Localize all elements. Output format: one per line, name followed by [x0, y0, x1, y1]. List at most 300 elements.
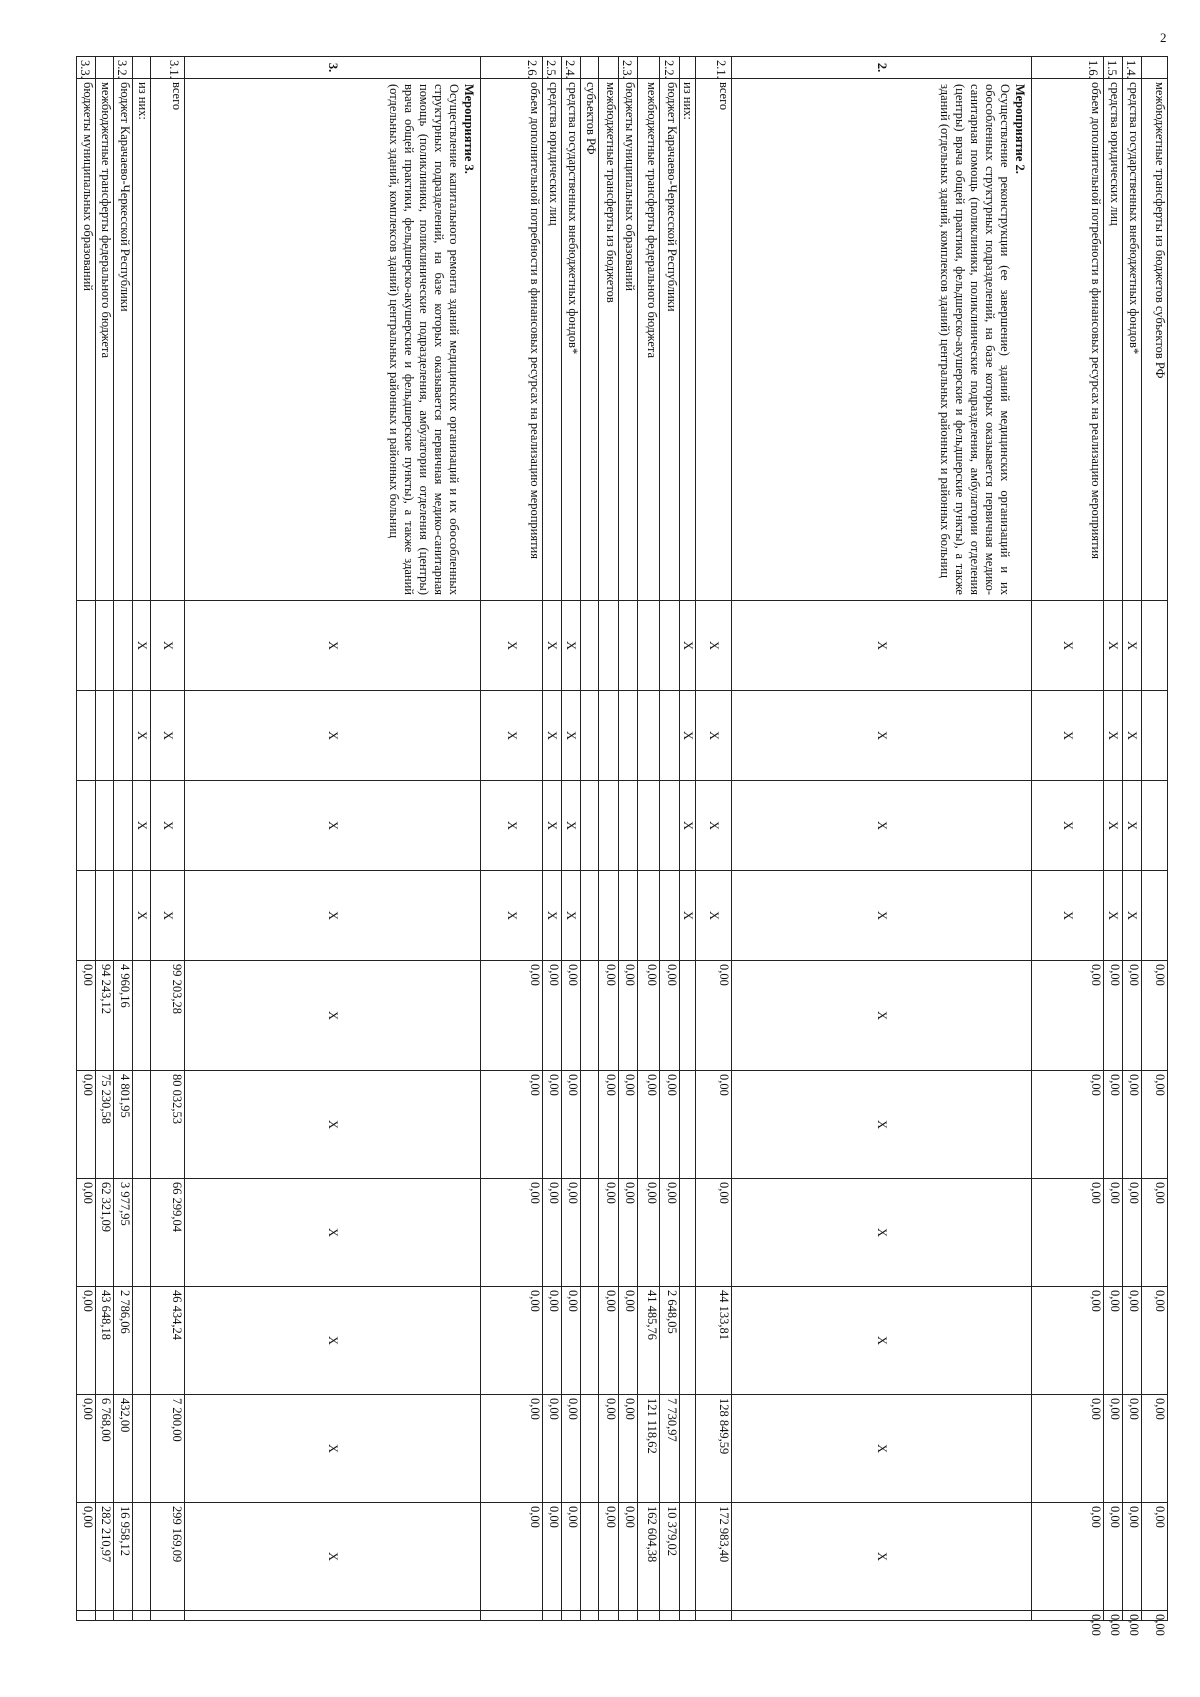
value-cell — [680, 1503, 696, 1611]
mark-cell — [77, 871, 96, 961]
empty-cell — [543, 1611, 562, 1621]
value-cell: 0,00 — [599, 1503, 619, 1611]
mark-cell — [77, 781, 96, 871]
row-label: межбюджетные трансферты из бюджетов — [599, 79, 619, 601]
value-cell: 0,00 — [562, 1287, 581, 1395]
value-cell — [133, 961, 151, 1071]
mark-cell: X — [732, 1071, 1032, 1179]
value-cell: 0,00 — [543, 1395, 562, 1503]
value-cell: 0,00 — [599, 1071, 619, 1179]
mark-cell: X — [481, 781, 543, 871]
mark-cell — [114, 781, 133, 871]
table-row — [133, 57, 151, 1621]
empty-cell — [114, 1611, 133, 1621]
event-description — [185, 79, 481, 601]
mark-cell: X — [696, 871, 732, 961]
mark-cell: X — [1123, 871, 1142, 961]
mark-cell: X — [1123, 691, 1142, 781]
mark-cell: X — [151, 691, 185, 781]
value-cell: 0,00 — [660, 1071, 680, 1179]
value-cell — [680, 961, 696, 1071]
mark-cell: X — [732, 601, 1032, 691]
mark-cell: X — [151, 601, 185, 691]
mark-cell — [96, 781, 114, 871]
mark-cell: X — [185, 871, 481, 961]
value-cell: 0,00 — [562, 1503, 581, 1611]
value-cell: 0,00 — [619, 1503, 638, 1611]
row-number — [581, 57, 599, 79]
value-cell: 0,00 — [599, 961, 619, 1071]
mark-cell — [114, 691, 133, 781]
mark-cell — [96, 691, 114, 781]
rotated-table-container — [32, 56, 1168, 1636]
table-row — [1104, 57, 1123, 1621]
empty-cell — [77, 1611, 96, 1621]
value-cell: 0,00 — [481, 1071, 543, 1179]
value-cell: 0,00 — [599, 1395, 619, 1503]
table-row — [581, 57, 599, 1621]
mark-cell — [1142, 871, 1168, 961]
mark-cell: X — [680, 691, 696, 781]
mark-cell: X — [732, 871, 1032, 961]
value-cell: 94 243,12 — [96, 961, 114, 1071]
event-row — [185, 57, 481, 1621]
value-cell: 0,00 — [1142, 961, 1168, 1071]
value-cell: 0,00 — [1123, 1395, 1142, 1503]
empty-cell — [696, 1611, 732, 1621]
value-cell: 0,00 — [1123, 1503, 1142, 1611]
value-cell: 41 485,76 — [638, 1287, 660, 1395]
mark-cell: X — [562, 871, 581, 961]
value-cell: 0,00 — [77, 1395, 96, 1503]
mark-cell: X — [151, 871, 185, 961]
mark-cell — [1142, 601, 1168, 691]
value-cell: 62 321,09 — [96, 1179, 114, 1287]
row-label: бюджеты муниципальных образований — [77, 79, 96, 601]
mark-cell — [114, 601, 133, 691]
mark-cell — [77, 691, 96, 781]
mark-cell — [638, 691, 660, 781]
row-number: 2.5. — [543, 57, 562, 79]
table-row — [660, 57, 680, 1621]
mark-cell — [599, 781, 619, 871]
mark-cell: X — [1032, 781, 1104, 871]
value-cell: 80 032,53 — [151, 1071, 185, 1179]
row-number: 1.5. — [1104, 57, 1123, 79]
empty-cell — [562, 1611, 581, 1621]
row-number — [133, 57, 151, 79]
empty-cell — [96, 1611, 114, 1621]
empty-cell — [185, 1611, 481, 1621]
value-cell: 0,00 — [1104, 1179, 1123, 1287]
value-cell: 0,00 — [619, 961, 638, 1071]
value-cell: 0,00 — [1104, 1071, 1123, 1179]
mark-cell: X — [543, 781, 562, 871]
value-cell: 0,00 — [77, 1503, 96, 1611]
mark-cell — [619, 871, 638, 961]
mark-cell — [581, 781, 599, 871]
value-cell: 0,00 — [619, 1395, 638, 1503]
value-cell: 0,00 — [619, 1287, 638, 1395]
row-label: всего — [151, 79, 185, 601]
table-row — [619, 57, 638, 1621]
mark-cell: X — [481, 691, 543, 781]
value-cell — [680, 1071, 696, 1179]
value-cell: 0,00 — [660, 1179, 680, 1287]
value-cell: 0,00 — [481, 1287, 543, 1395]
row-label: объем дополнительной потребности в финансовых ресурсах на реализацию мероприятия — [481, 79, 543, 601]
mark-cell — [660, 781, 680, 871]
mark-cell: X — [543, 601, 562, 691]
mark-cell: X — [1123, 601, 1142, 691]
mark-cell: X — [185, 961, 481, 1071]
mark-cell: X — [732, 691, 1032, 781]
mark-cell — [77, 601, 96, 691]
value-cell — [581, 1287, 599, 1395]
value-cell: 4 960,16 — [114, 961, 133, 1071]
table-row — [562, 57, 581, 1621]
row-label: средства государственных внебюджетных фондов* — [562, 79, 581, 601]
value-cell — [581, 1071, 599, 1179]
value-cell: 0,00 — [1123, 1179, 1142, 1287]
mark-cell: X — [481, 601, 543, 691]
value-cell: 0,00 — [543, 1071, 562, 1179]
mark-cell: X — [1104, 691, 1123, 781]
event-text: Осуществление реконструкции (ее завершение) зданий медицинских организаций и их обособленных структурных подразделений, на базе которых оказывается первичная медико-санитарная помощь (поликлиники, поликлинические подразделения, амбулатории отделения (центры) врача общей практики, фельдшерско-акушерские и фельдшерские пункты), а также зданий (отдельных зданий, комплексов зданий) центральных районных и районных больниц — [938, 84, 1012, 595]
value-cell — [581, 961, 599, 1071]
row-number: 2.4. — [562, 57, 581, 79]
mark-cell: X — [1032, 871, 1104, 961]
row-label: субъектов РФ — [581, 79, 599, 601]
value-cell: 0,00 — [1032, 1503, 1104, 1611]
table-row — [696, 57, 732, 1621]
value-cell: 0,00 — [1032, 1611, 1104, 1621]
mark-cell — [581, 871, 599, 961]
row-number — [96, 57, 114, 79]
value-cell: 0,00 — [1104, 1287, 1123, 1395]
mark-cell: X — [185, 1503, 481, 1611]
value-cell: 75 230,58 — [96, 1071, 114, 1179]
event-text: Осуществление капитального ремонта зданий медицинских организаций и их обособленных структурных подразделений, на базе которых оказывается первичная медико-санитарная помощь (поликлиники, поликлинические подразделения, амбулатории отделения (центры) врача общей практики, фельдшерско-акушерские и фельдшерские пункты), а также зданий (отдельных зданий, комплексов зданий) центральных районных и районных больниц — [387, 84, 461, 595]
value-cell: 0,00 — [1104, 1395, 1123, 1503]
mark-cell — [660, 691, 680, 781]
value-cell: 0,00 — [1032, 1071, 1104, 1179]
value-cell: 7 730,97 — [660, 1395, 680, 1503]
value-cell — [680, 1395, 696, 1503]
mark-cell: X — [133, 871, 151, 961]
mark-cell: X — [1032, 691, 1104, 781]
row-label: всего — [696, 79, 732, 601]
mark-cell: X — [1104, 601, 1123, 691]
mark-cell: X — [1104, 871, 1123, 961]
row-label: межбюджетные трансферты федерального бюджета — [96, 79, 114, 601]
value-cell: 0,00 — [1032, 1395, 1104, 1503]
event-number: 3. — [185, 57, 481, 79]
mark-cell: X — [696, 601, 732, 691]
value-cell: 162 604,38 — [638, 1503, 660, 1611]
mark-cell: X — [732, 961, 1032, 1071]
mark-cell: X — [732, 1395, 1032, 1503]
event-title: Мероприятие 2. — [1013, 84, 1027, 174]
row-number: 2.3. — [619, 57, 638, 79]
mark-cell — [96, 871, 114, 961]
value-cell: 6 768,00 — [96, 1395, 114, 1503]
mark-cell: X — [1123, 781, 1142, 871]
row-number — [599, 57, 619, 79]
empty-cell — [638, 1611, 660, 1621]
value-cell: 172 983,40 — [696, 1503, 732, 1611]
mark-cell — [619, 781, 638, 871]
value-cell: 0,00 — [1104, 1611, 1123, 1621]
row-label: межбюджетные трансферты федерального бюджета — [638, 79, 660, 601]
mark-cell: X — [185, 781, 481, 871]
mark-cell: X — [1032, 601, 1104, 691]
mark-cell: X — [185, 601, 481, 691]
value-cell: 0,00 — [1032, 961, 1104, 1071]
mark-cell: X — [133, 601, 151, 691]
row-number: 1.6. — [1032, 57, 1104, 79]
value-cell — [680, 1287, 696, 1395]
value-cell: 0,00 — [562, 961, 581, 1071]
value-cell: 0,00 — [1104, 1503, 1123, 1611]
value-cell: 0,00 — [638, 961, 660, 1071]
table-row — [680, 57, 696, 1621]
row-label: бюджет Карачаево-Черкесской Республики — [660, 79, 680, 601]
mark-cell — [581, 691, 599, 781]
mark-cell: X — [185, 1071, 481, 1179]
mark-cell: X — [185, 1395, 481, 1503]
value-cell: 0,00 — [619, 1179, 638, 1287]
mark-cell — [638, 601, 660, 691]
row-number: 3.1. — [151, 57, 185, 79]
value-cell: 0,00 — [599, 1287, 619, 1395]
row-label: объем дополнительной потребности в финансовых ресурсах на реализацию мероприятия — [1032, 79, 1104, 601]
mark-cell — [599, 691, 619, 781]
value-cell: 0,00 — [481, 1395, 543, 1503]
mark-cell: X — [133, 691, 151, 781]
table-row — [96, 57, 114, 1621]
value-cell — [581, 1503, 599, 1611]
mark-cell — [619, 601, 638, 691]
value-cell: 0,00 — [77, 1071, 96, 1179]
value-cell: 44 133,81 — [696, 1287, 732, 1395]
value-cell: 0,00 — [543, 1503, 562, 1611]
mark-cell — [96, 601, 114, 691]
row-label: межбюджетные трансферты из бюджетов субъектов РФ — [1142, 79, 1168, 601]
mark-cell — [599, 871, 619, 961]
table-row — [151, 57, 185, 1621]
table-row — [481, 57, 543, 1621]
event-row — [732, 57, 1032, 1621]
value-cell: 0,00 — [543, 961, 562, 1071]
event-title: Мероприятие 3. — [462, 84, 476, 174]
value-cell — [133, 1179, 151, 1287]
mark-cell: X — [1104, 781, 1123, 871]
value-cell: 0,00 — [1123, 1611, 1142, 1621]
value-cell: 0,00 — [1123, 961, 1142, 1071]
row-label: из них: — [133, 79, 151, 601]
value-cell: 0,00 — [619, 1071, 638, 1179]
value-cell: 0,00 — [1104, 961, 1123, 1071]
mark-cell — [660, 871, 680, 961]
mark-cell: X — [732, 781, 1032, 871]
event-description — [732, 79, 1032, 601]
mark-cell — [638, 871, 660, 961]
mark-cell — [638, 781, 660, 871]
mark-cell — [581, 601, 599, 691]
row-number: 1.4. — [1123, 57, 1142, 79]
mark-cell: X — [732, 1179, 1032, 1287]
value-cell: 0,00 — [1123, 1071, 1142, 1179]
value-cell: 0,00 — [638, 1071, 660, 1179]
mark-cell: X — [696, 781, 732, 871]
mark-cell — [619, 691, 638, 781]
mark-cell — [114, 871, 133, 961]
value-cell: 0,00 — [77, 1287, 96, 1395]
mark-cell: X — [543, 871, 562, 961]
value-cell: 0,00 — [696, 1179, 732, 1287]
table-row — [1123, 57, 1142, 1621]
value-cell — [133, 1503, 151, 1611]
empty-cell — [680, 1611, 696, 1621]
value-cell: 282 210,97 — [96, 1503, 114, 1611]
mark-cell: X — [562, 601, 581, 691]
value-cell — [581, 1179, 599, 1287]
value-cell: 2 786,06 — [114, 1287, 133, 1395]
budget-table — [76, 56, 1168, 1636]
mark-cell: X — [185, 1287, 481, 1395]
mark-cell: X — [680, 601, 696, 691]
table-row — [638, 57, 660, 1621]
value-cell: 0,00 — [481, 1179, 543, 1287]
table-row — [599, 57, 619, 1621]
value-cell: 3 977,95 — [114, 1179, 133, 1287]
value-cell: 0,00 — [1032, 1179, 1104, 1287]
value-cell: 0,00 — [696, 961, 732, 1071]
row-label: средства юридических лиц — [1104, 79, 1123, 601]
value-cell: 0,00 — [543, 1287, 562, 1395]
mark-cell: X — [732, 1287, 1032, 1395]
row-number: 2.6. — [481, 57, 543, 79]
value-cell — [133, 1071, 151, 1179]
event-number: 2. — [732, 57, 1032, 79]
value-cell: 43 648,18 — [96, 1287, 114, 1395]
row-number: 3.3. — [77, 57, 96, 79]
row-number — [680, 57, 696, 79]
value-cell: 128 849,59 — [696, 1395, 732, 1503]
mark-cell: X — [185, 691, 481, 781]
mark-cell — [1142, 691, 1168, 781]
mark-cell: X — [562, 781, 581, 871]
mark-cell: X — [696, 691, 732, 781]
value-cell: 299 169,09 — [151, 1503, 185, 1611]
mark-cell: X — [185, 1179, 481, 1287]
row-number — [638, 57, 660, 79]
row-number — [1142, 57, 1168, 79]
value-cell: 2 648,05 — [660, 1287, 680, 1395]
value-cell: 0,00 — [77, 961, 96, 1071]
mark-cell — [1142, 781, 1168, 871]
value-cell — [680, 1179, 696, 1287]
value-cell: 0,00 — [1142, 1503, 1168, 1611]
empty-cell — [599, 1611, 619, 1621]
empty-cell — [581, 1611, 599, 1621]
value-cell: 0,00 — [562, 1071, 581, 1179]
row-label: из них: — [680, 79, 696, 601]
row-label: бюджет Карачаево-Черкесской Республики — [114, 79, 133, 601]
mark-cell: X — [133, 781, 151, 871]
value-cell: 0,00 — [599, 1179, 619, 1287]
value-cell: 0,00 — [1123, 1287, 1142, 1395]
table-row — [77, 57, 96, 1621]
row-number: 3.2. — [114, 57, 133, 79]
value-cell: 0,00 — [638, 1179, 660, 1287]
mark-cell — [660, 601, 680, 691]
value-cell: 0,00 — [1032, 1287, 1104, 1395]
value-cell: 0,00 — [562, 1395, 581, 1503]
value-cell: 4 801,95 — [114, 1071, 133, 1179]
row-label: средства государственных внебюджетных фондов* — [1123, 79, 1142, 601]
value-cell: 0,00 — [1142, 1179, 1168, 1287]
mark-cell: X — [151, 781, 185, 871]
row-label: бюджеты муниципальных образований — [619, 79, 638, 601]
row-number: 2.2. — [660, 57, 680, 79]
mark-cell: X — [680, 781, 696, 871]
value-cell: 0,00 — [1142, 1287, 1168, 1395]
value-cell: 99 203,28 — [151, 961, 185, 1071]
empty-cell — [619, 1611, 638, 1621]
value-cell: 0,00 — [1142, 1071, 1168, 1179]
value-cell: 0,00 — [543, 1179, 562, 1287]
value-cell — [133, 1287, 151, 1395]
value-cell: 121 118,62 — [638, 1395, 660, 1503]
mark-cell — [599, 601, 619, 691]
empty-cell — [660, 1611, 680, 1621]
empty-cell — [481, 1611, 543, 1621]
value-cell: 7 200,00 — [151, 1395, 185, 1503]
value-cell: 0,00 — [696, 1071, 732, 1179]
value-cell — [581, 1395, 599, 1503]
value-cell: 66 299,04 — [151, 1179, 185, 1287]
table-row — [1142, 57, 1168, 1621]
mark-cell: X — [481, 871, 543, 961]
empty-cell — [133, 1611, 151, 1621]
mark-cell: X — [732, 1503, 1032, 1611]
page-number: 2 — [1160, 30, 1167, 45]
value-cell: 10 379,02 — [660, 1503, 680, 1611]
value-cell: 0,00 — [660, 961, 680, 1071]
row-number: 2.1. — [696, 57, 732, 79]
mark-cell: X — [543, 691, 562, 781]
value-cell: 432,00 — [114, 1395, 133, 1503]
value-cell — [133, 1395, 151, 1503]
value-cell: 0,00 — [1142, 1611, 1168, 1621]
value-cell: 0,00 — [481, 961, 543, 1071]
value-cell: 16 958,12 — [114, 1503, 133, 1611]
row-label: средства юридических лиц — [543, 79, 562, 601]
value-cell: 0,00 — [562, 1179, 581, 1287]
table-row — [543, 57, 562, 1621]
value-cell: 46 434,24 — [151, 1287, 185, 1395]
value-cell: 0,00 — [1142, 1395, 1168, 1503]
empty-cell — [732, 1611, 1032, 1621]
table-row — [1032, 57, 1104, 1621]
value-cell: 0,00 — [77, 1179, 96, 1287]
mark-cell: X — [680, 871, 696, 961]
value-cell: 0,00 — [481, 1503, 543, 1611]
mark-cell: X — [562, 691, 581, 781]
empty-cell — [151, 1611, 185, 1621]
